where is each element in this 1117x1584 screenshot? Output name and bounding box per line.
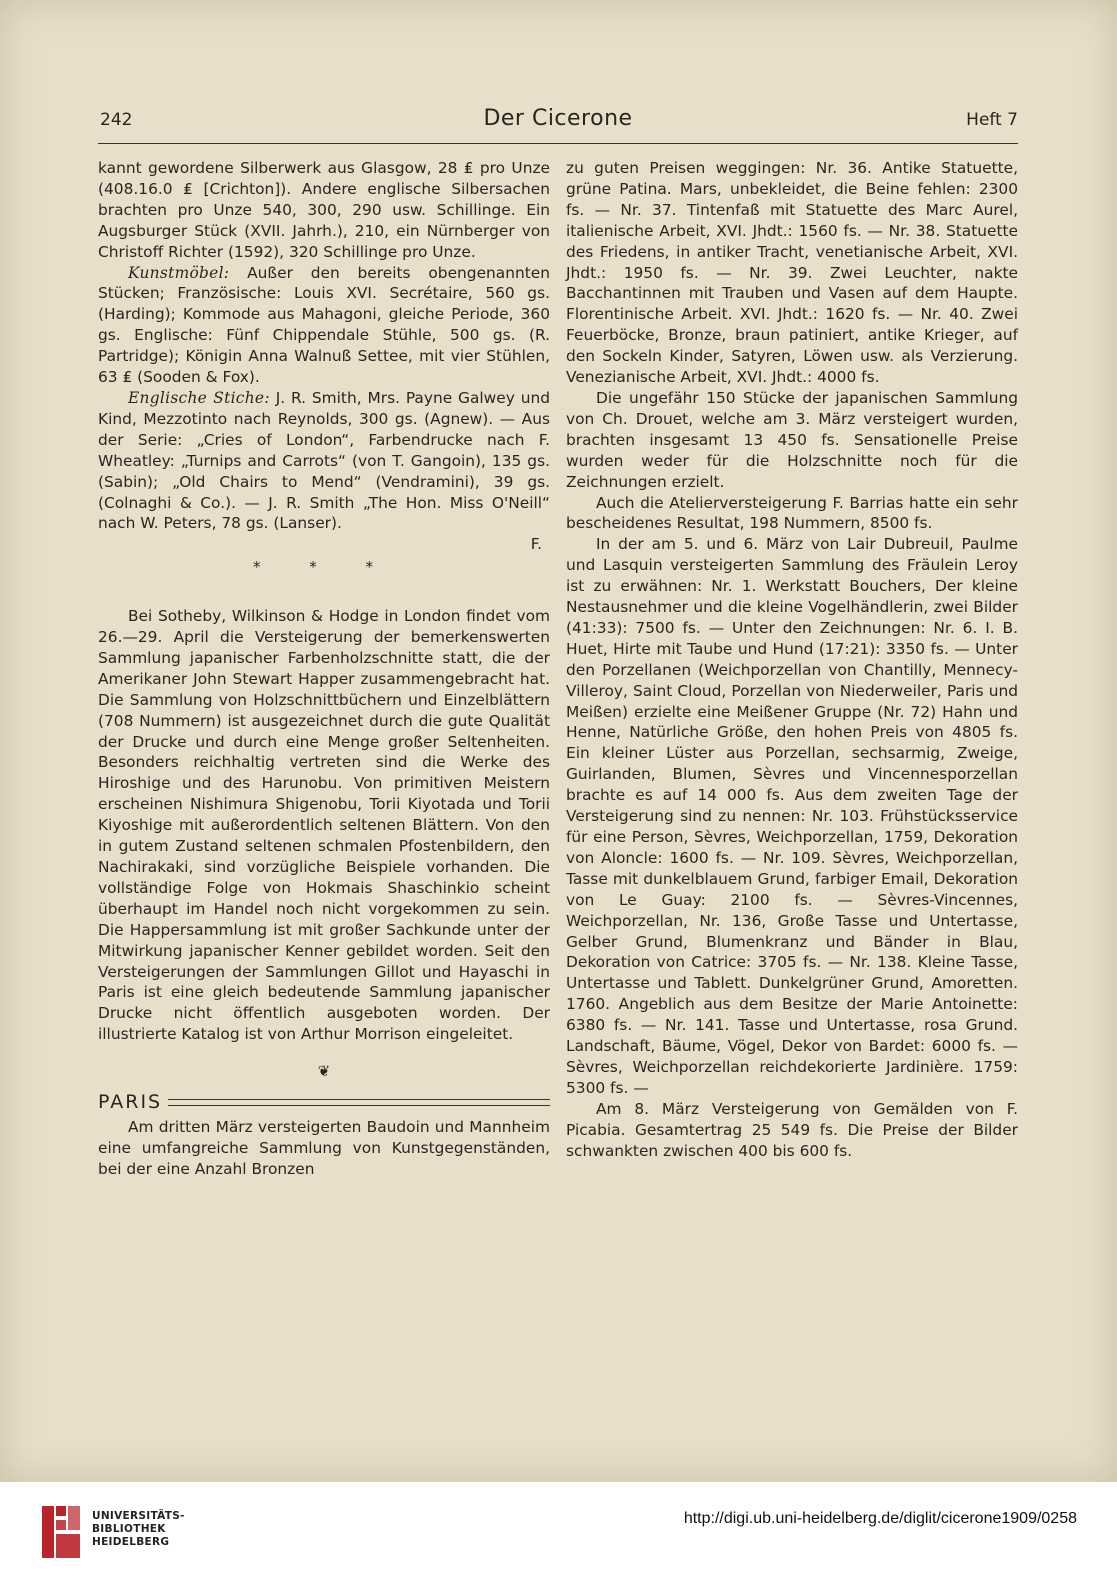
paragraph-engravings: Englische Stiche: J. R. Smith, Mrs. Payne Galwey und Kind, Mezzotinto nach Reynolds, 300 gs. (Agnew). — Aus der Serie: „Cries of London“, Farbendrucke nach F. Wheatley: „Turnips and Carrots“ (von T. Gangoin), 135 gs. (Sabin); „Old Chairs to Mend“ (Vendramini), 39 gs. (Colnaghi & Co.). — J. R. Smith „The Hon. Miss O'Neill“ nach W. Peters, 78 gs. (Lanser). (98, 388, 550, 533)
ornament-icon: ❦ (317, 1062, 331, 1081)
running-header (98, 106, 1018, 136)
library-footer (0, 1482, 1117, 1584)
paragraph-picabia: Am 8. März Versteigerung von Gemälden von F. Picabia. Gesamtertrag 25 549 fs. Die Preise der Bilder schwankten zwischen 400 bis 600 fs. (566, 1099, 1018, 1160)
permalink-url[interactable]: http://digi.ub.uni-heidelberg.de/diglit/cicerone1909/0258 (683, 1510, 1077, 1527)
label-englische-stiche: Englische Stiche: (128, 388, 270, 407)
issue-label: Heft 7 (966, 110, 1018, 130)
paragraph-baudoin: Am dritten März versteigerten Baudoin und Mannheim eine umfangreiche Sammlung von Kunstgegenständen, bei der eine Anzahl Bronzen (98, 1117, 550, 1178)
label-kunstmoebel: Kunstmöbel: (128, 263, 230, 282)
university-library-logo-icon (40, 1504, 82, 1560)
paragraph-barrias: Auch die Atelierversteigerung F. Barrias hatte ein sehr bescheidenes Resultat, 198 Nummern, 8500 fs. (566, 493, 1018, 533)
header-rule (98, 143, 1018, 144)
double-rule (168, 1099, 550, 1106)
left-column (98, 158, 550, 1180)
paragraph-leroy: In der am 5. und 6. März von Lair Dubreuil, Paulme und Lasquin versteigerten Sammlung des Fräulein Leroy ist zu erwähnen: Nr. 1. Werkstatt Bouchers, Der kleine Nestausnehmer und die kleine Vogelhändlerin, zwei Bilder (41:33): 7500 fs. — Unter den Zeichnungen: Nr. 6. I. B. Huet, Hirte mit Taube und Hund (17:21): 3350 fs. — Unter den Porzellanen (Weichporzellan von Chantilly, Mennecy-Villeroy, Saint Cloud, Porzellan von Niederweiler, Paris und Meißen) erzielte eine Meißener Gruppe (Nr. 72) Hahn und Henne, Natürliche Größe, den hohen Preis von 4805 fs. Ein kleiner Lüster aus Porzellan, sechsarmig, Zweige, Guirlanden, Blumen, Sèvres und Vincennesporzellan brachte es auf 14 000 fs. Aus dem zweiten Tage der Versteigerung sind zu nennen: Nr. 103. Frühstücksservice für eine Person, Sèvres, Weichporzellan, 1759, Dekoration von Aloncle: 1600 fs. — Nr. 109. Sèvres, Weichporzellan, Tasse mit dunkelblauem Grund, farbiger Email, Dekoration von Le Guay: 2100 fs. — Sèvres-Vincennes, Weichporzellan, Nr. 136, Große Tasse und Untertasse, Gelber Grund, Blumenkranz und Bänder in Blau, Dekoration von Catrice: 3705 fs. — Nr. 138. Kleine Tasse, Untertasse und Tablett. Dunkelgrüner Grund, Amoretten. 1760. Angeblich aus dem Besitze der Marie Antoinette: 6380 fs. — Nr. 141. Tasse und Untertasse, rosa Grund. Landschaft, Bäume, Vögel, Dekor von Bardet: 6000 fs. — Sèvres, Weichporzellan reichdekorierte Jardinière. 1759: 5300 fs. — (566, 535, 1018, 1097)
author-signature: F. (530, 535, 542, 554)
right-column (566, 158, 1018, 1162)
paragraph-silver: kannt gewordene Silberwerk aus Glasgow, 28 ₤ pro Unze (408.16.0 ₤ [Crichton]). Andere englische Silbersachen brachten pro Unze 540, 300, 290 usw. Schillinge. Ein Augsburger Stück (XVII. Jahrh.), 210, ein Nürnberger von Christoff Richter (1592), 320 Schillinge pro Unze. (98, 159, 550, 261)
library-name: UNIVERSITÄTS- BIBLIOTHEK HEIDELBERG (92, 1510, 185, 1548)
paragraph-bronzes: zu guten Preisen weggingen: Nr. 36. Antike Statuette, grüne Patina. Mars, unbekleidet, die Beine fehlen: 2300 fs. — Nr. 37. Tintenfaß mit Statuette des Marc Aurel, italienische Arbeit, XVI. Jhdt.: 1560 fs. — Nr. 38. Statuette des Friedens, in antiker Tracht, venetianische Arbeit, XVI. Jhdt.: 1950 fs. — Nr. 39. Zwei Leuchter, nakte Bacchantinnen mit Trauben und Vasen auf dem Haupte. Florentinische Arbeit. XVI. Jhdt.: 1620 fs. — Nr. 40. Zwei Feuerböcke, Bronze, braun patiniert, antike Krieger, auf den Sockeln Kinder, Satyren, Löwen usw. als Verzierung. Venezianische Arbeit, XVI. Jhdt.: 4000 fs. (566, 159, 1018, 387)
paragraph-sotheby: Bei Sotheby, Wilkinson & Hodge in London findet vom 26.—29. April die Versteigerung der bemerkenswerten Sammlung japanischer Farbenholzschnitte statt, die der Amerikaner John Stewart Happer zusammengebracht hat. Die Sammlung von Holzschnittbüchern und Einzelblättern (708 Nummern) ist ausgezeichnet durch die gute Qualität der Drucke und durch eine Menge großer Seltenheiten. Besonders reichhaltig vertreten sind die Werke des Hiroshige und des Harunobu. Von primitiven Meistern erscheinen Nishimura Shigenobu, Torii Kiyotada und Torii Kiyoshige mit außerordentlich seltenen Blättern. Von den in gutem Zustand seltenen schmalen Pfostenbildern, den Nachirakaki, sind vorzügliche Beispiele vorhanden. Die vollständige Folge von Hokmais Shaschinkio scheint überhaupt im Handel noch nicht vorgekommen zu sein. Die Happersammlung ist mit großer Sachkunde unter der Mitwirkung japanischer Kenner gebildet worden. Seit den Versteigerungen der Sammlungen Gillot und Hayaschi in Paris ist eine gleich bedeutende Sammlung japanischer Drucke nicht öffentlich ausgeboten worden. Der illustrierte Katalog ist von Arthur Morrison eingeleitet. (98, 607, 550, 1044)
section-heading-paris (98, 1092, 550, 1113)
section-separator-stars: * * * (252, 558, 396, 577)
journal-title: Der Cicerone (483, 106, 633, 131)
paragraph-drouet: Die ungefähr 150 Stücke der japanischen Sammlung von Ch. Drouet, welche am 3. März versteigert wurden, brachten insgesamt 13 450 fs. Sensationelle Preise wurden weder für die Holzschnitte noch für die Zeichnungen erzielt. (566, 388, 1018, 491)
page-number: 242 (100, 110, 133, 130)
section-heading-text: PARIS (98, 1091, 163, 1114)
paragraph-furniture: Kunstmöbel: Außer den bereits obengenannten Stücken; Französische: Louis XVI. Secrétaire, 560 gs. (Harding); Kommode aus Mahagoni, gleiche Periode, 360 gs. Englische: Fünf Chippendale Stühle, 500 gs. (R. Partridge); Königin Anna Walnuß Settee, mit vier Stühlen, 63 ₤ (Sooden & Fox). (98, 263, 550, 387)
